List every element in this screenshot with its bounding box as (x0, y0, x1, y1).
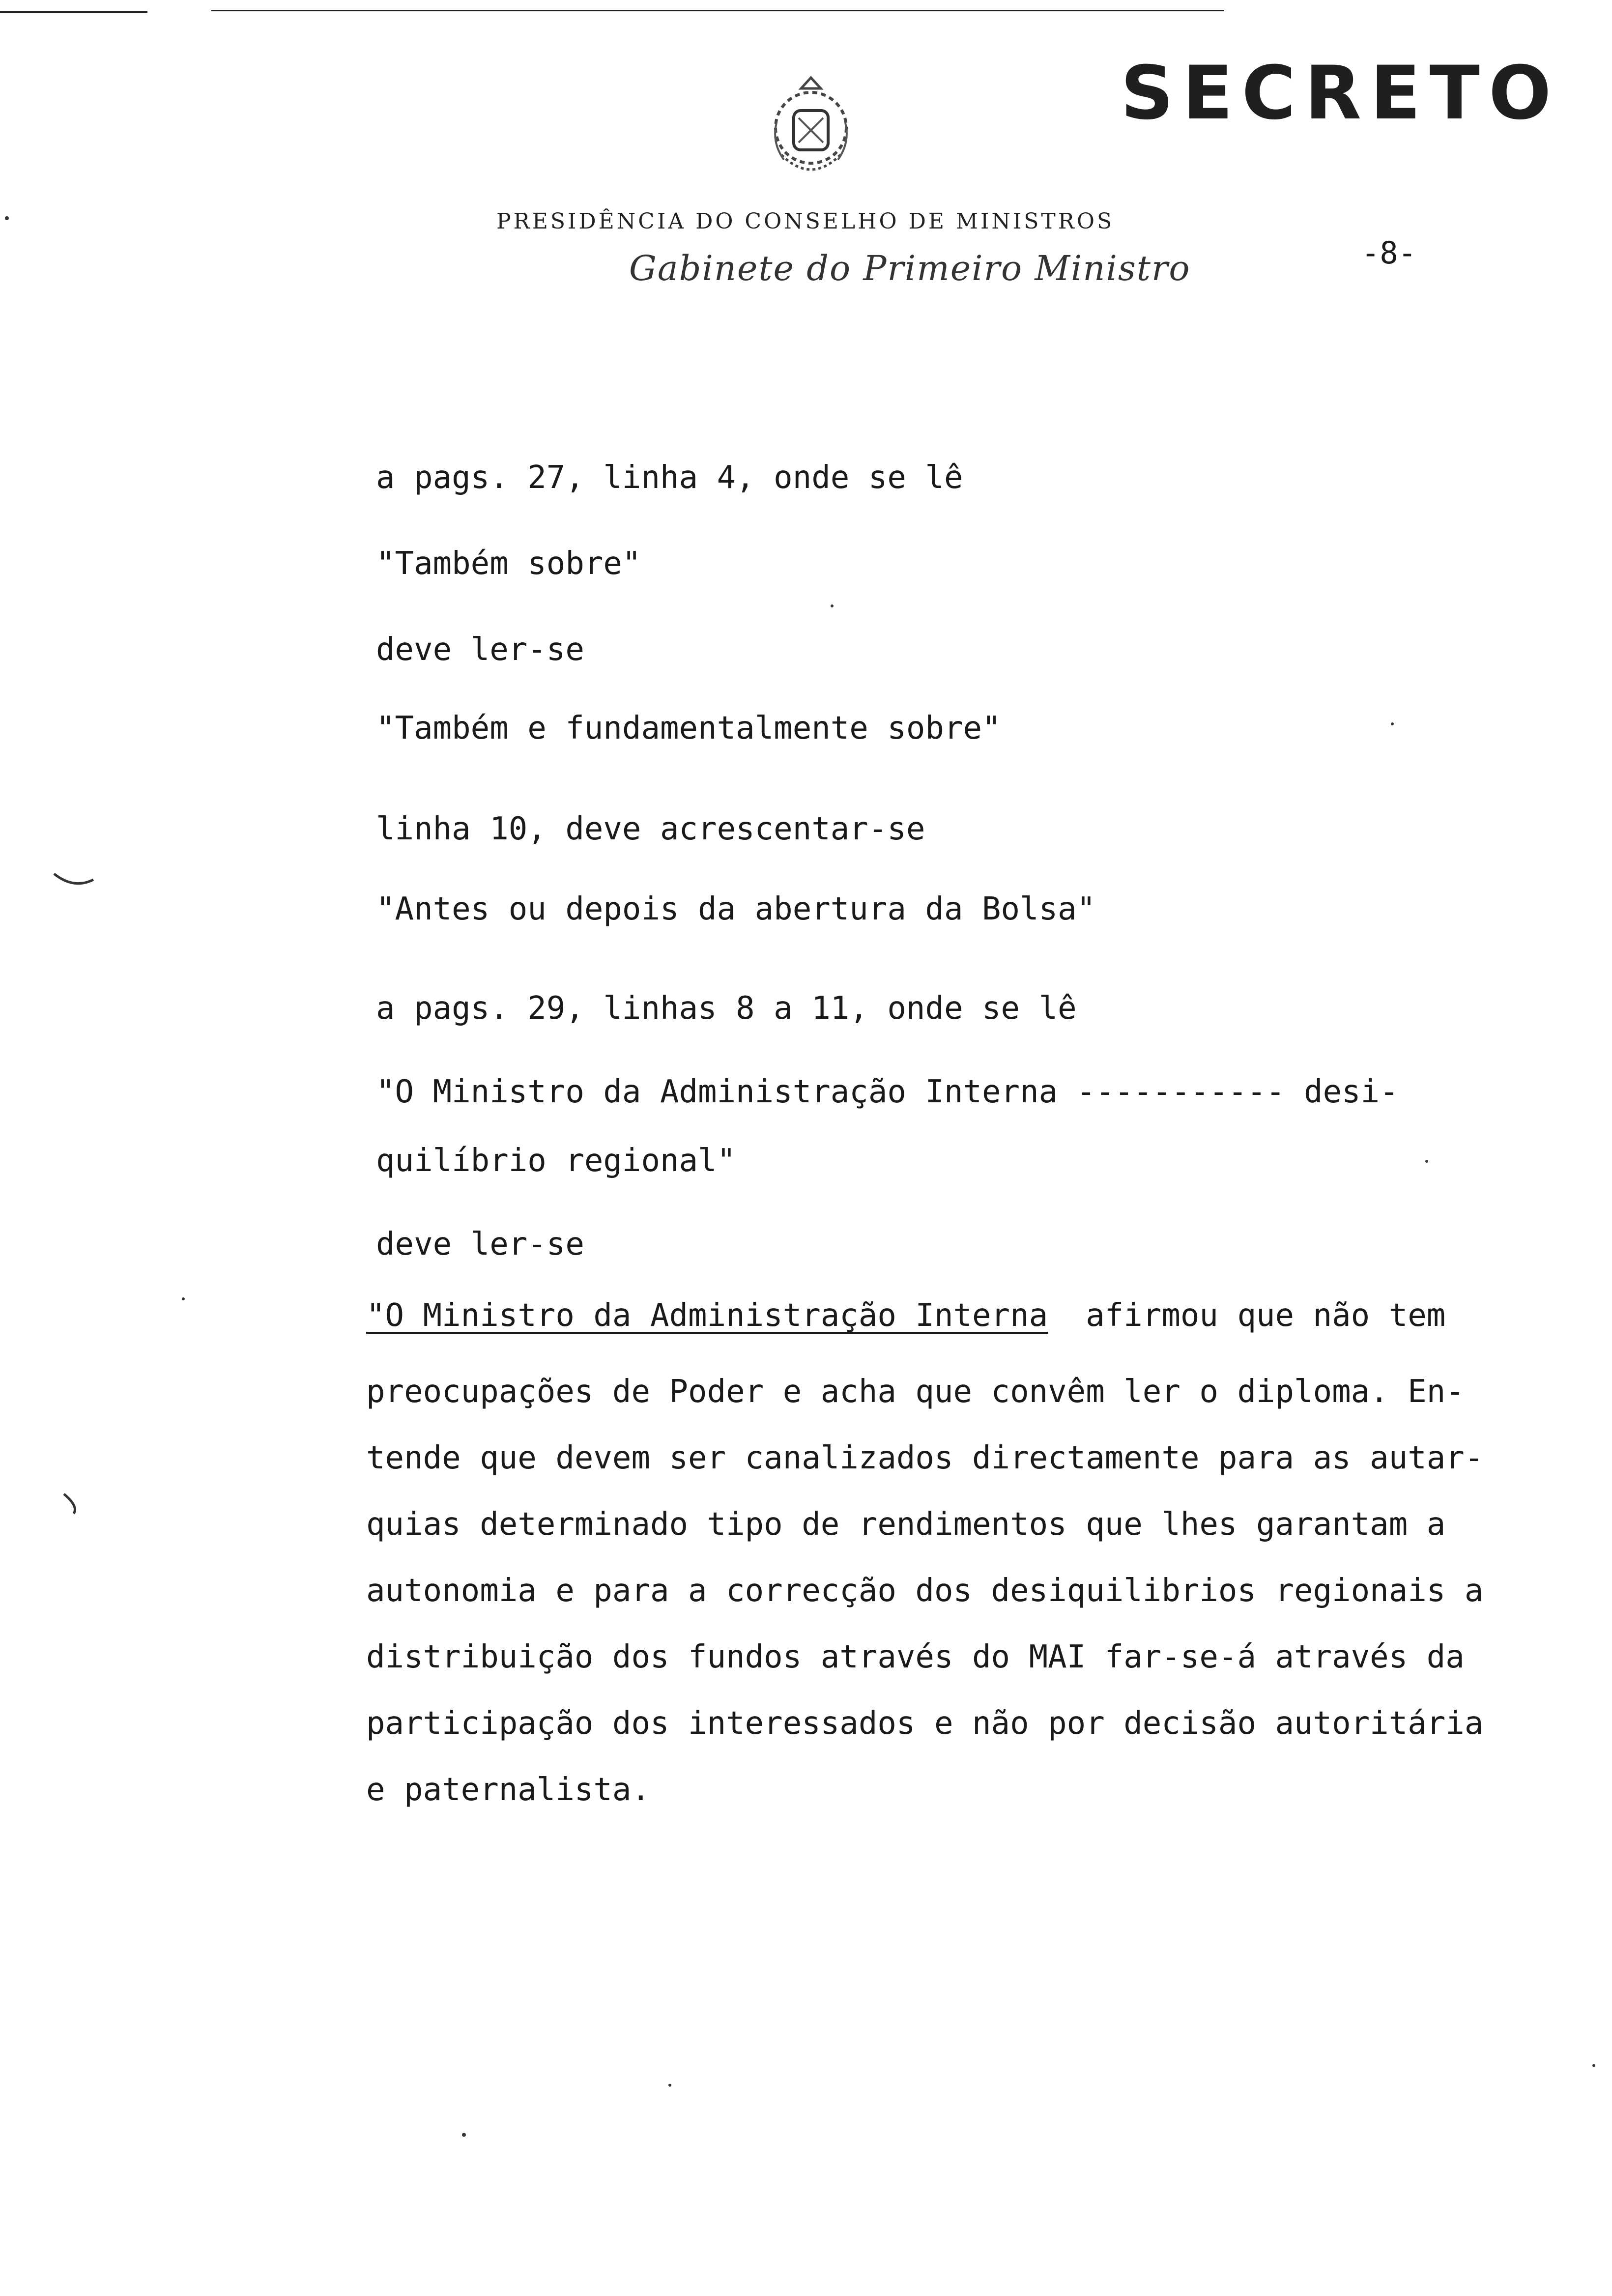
body-line: "Também e fundamentalmente sobre" (376, 710, 1001, 746)
scan-speck (5, 216, 9, 220)
scan-speck (462, 2133, 466, 2137)
body-line: quilíbrio regional" (376, 1143, 736, 1179)
body-line: linha 10, deve acrescentar-se (376, 811, 925, 847)
scan-speck (1425, 1160, 1428, 1163)
body-line: deve ler-se (376, 631, 584, 668)
top-rule (0, 11, 147, 13)
quote-rest: afirmou que não tem (1048, 1297, 1446, 1334)
paragraph-line: e paternalista. (366, 1772, 650, 1808)
letterhead-organization: PRESIDÊNCIA DO CONSELHO DE MINISTROS (496, 209, 1115, 234)
paragraph-line: participação dos interessados e não por decisão autoritária (366, 1705, 1484, 1742)
letterhead-office: Gabinete do Primeiro Ministro (629, 248, 1191, 288)
scan-speck (831, 604, 834, 607)
scan-speck (182, 1297, 185, 1300)
body-line: a pags. 29, linhas 8 a 11, onde se lê (376, 990, 1077, 1027)
secret-stamp: SECRETO (1121, 51, 1560, 136)
body-line: "Antes ou depois da abertura da Bolsa" (376, 891, 1096, 927)
paragraph-line: quias determinado tipo de rendimentos que lhes garantam a (366, 1506, 1446, 1543)
body-line: "O Ministro da Administração Interna ----------- desi- (376, 1074, 1399, 1110)
coat-of-arms-seal (747, 69, 875, 197)
scan-speck (1592, 2064, 1595, 2067)
body-line: a pags. 27, linha 4, onde se lê (376, 459, 963, 496)
scan-mark (52, 870, 96, 890)
page-number: -8- (1361, 235, 1416, 271)
scan-speck (668, 2084, 671, 2087)
body-line: "Também sobre" (376, 545, 641, 582)
paragraph-line: tende que devem ser canalizados directamente para as autar- (366, 1440, 1484, 1476)
paragraph-line: preocupações de Poder e acha que convêm ler o diploma. En- (366, 1374, 1465, 1410)
scan-mark (59, 1492, 84, 1516)
paragraph-line: autonomia e para a correcção dos desiquilibrios regionais a (366, 1573, 1484, 1609)
body-line: deve ler-se (376, 1226, 584, 1263)
quote-subject: "O Ministro da Administração Interna (366, 1297, 1048, 1334)
quote-line (366, 1297, 1446, 1334)
top-rule (211, 10, 1224, 11)
paragraph-line: distribuição dos fundos através do MAI far-se-á através da (366, 1639, 1465, 1675)
scan-speck (1391, 722, 1394, 725)
